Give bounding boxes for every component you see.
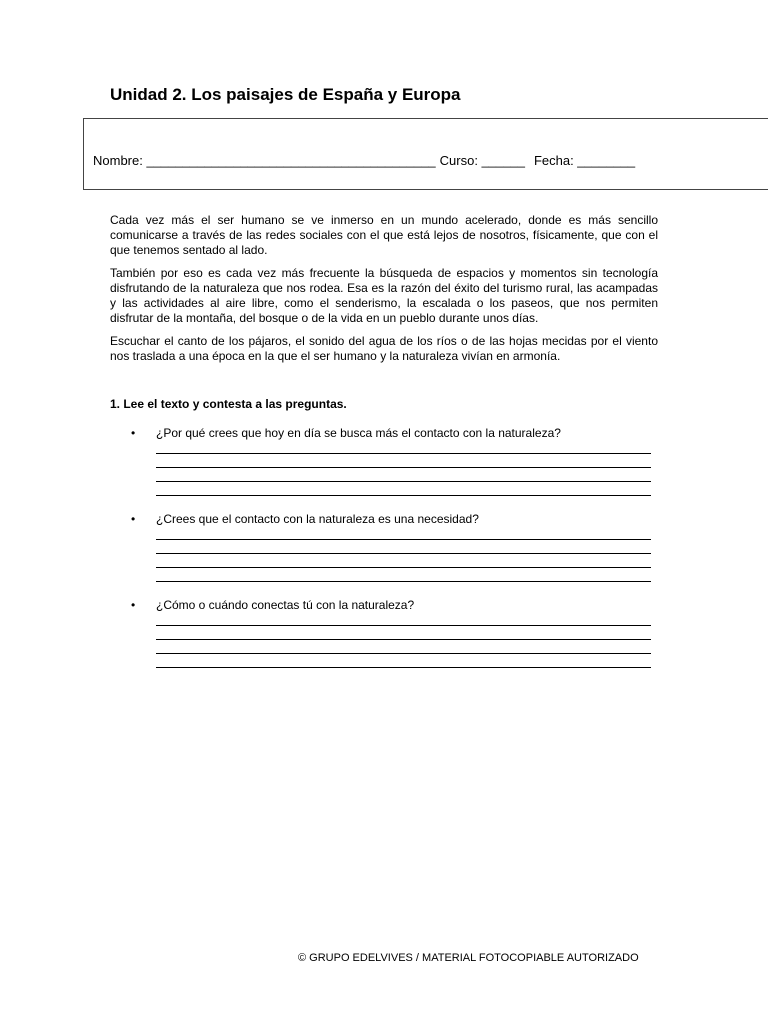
answer-line[interactable] (156, 581, 651, 582)
paragraph: También por eso es cada vez más frecuente la búsqueda de espacios y momentos sin tecnología disfrutando de la naturaleza que nos rodea. Esa es la razón del éxito del turismo rural, las acampadas y las actividades al aire libre, como el senderismo, la escalada o los paseos, que nos permiten disfrutar de la montaña, del bosque o de la vida en un pueblo durante unos días. (110, 266, 658, 325)
student-info-row (93, 153, 635, 168)
paragraph: Cada vez más el ser humano se ve inmerso en un mundo acelerado, donde es más sencillo comunicarse a través de las redes sociales con el que está lejos de nosotros, físicamente, que con el que tenemos sentado al lado. (110, 213, 658, 257)
worksheet-title: Unidad 2. Los paisajes de España y Europa (110, 85, 461, 104)
paragraph: Escuchar el canto de los pájaros, el sonido del agua de los ríos o de las hojas mecidas por el viento nos traslada a una época en la que el ser humano y la naturaleza vivían en armonía. (110, 334, 658, 363)
bullet-icon: • (131, 598, 136, 612)
answer-line[interactable] (156, 453, 651, 454)
answer-line[interactable] (156, 667, 651, 668)
answer-line[interactable] (156, 567, 651, 568)
answer-line[interactable] (156, 495, 651, 496)
bullet-icon: • (131, 426, 136, 440)
answer-line[interactable] (156, 467, 651, 468)
name-field[interactable]: Nombre: ________________________________________ (93, 153, 436, 168)
exercise-title: 1. Lee el texto y contesta a las preguntas. (110, 397, 347, 411)
course-field[interactable]: Curso: ______ (439, 153, 525, 168)
answer-line[interactable] (156, 553, 651, 554)
question-text: ¿Cómo o cuándo conectas tú con la naturaleza? (156, 598, 415, 612)
answer-line[interactable] (156, 481, 651, 482)
reading-text (110, 213, 658, 372)
date-field[interactable]: Fecha: ________ (533, 153, 636, 168)
bullet-icon: • (131, 512, 136, 526)
question-text: ¿Crees que el contacto con la naturaleza es una necesidad? (156, 512, 479, 526)
answer-line[interactable] (156, 653, 651, 654)
answer-line[interactable] (156, 539, 651, 540)
copyright-footer: © GRUPO EDELVIVES / MATERIAL FOTOCOPIABLE AUTORIZADO (298, 952, 639, 964)
student-info-box (83, 118, 768, 190)
answer-line[interactable] (156, 625, 651, 626)
question-text: ¿Por qué crees que hoy en día se busca más el contacto con la naturaleza? (156, 426, 561, 440)
answer-line[interactable] (156, 639, 651, 640)
